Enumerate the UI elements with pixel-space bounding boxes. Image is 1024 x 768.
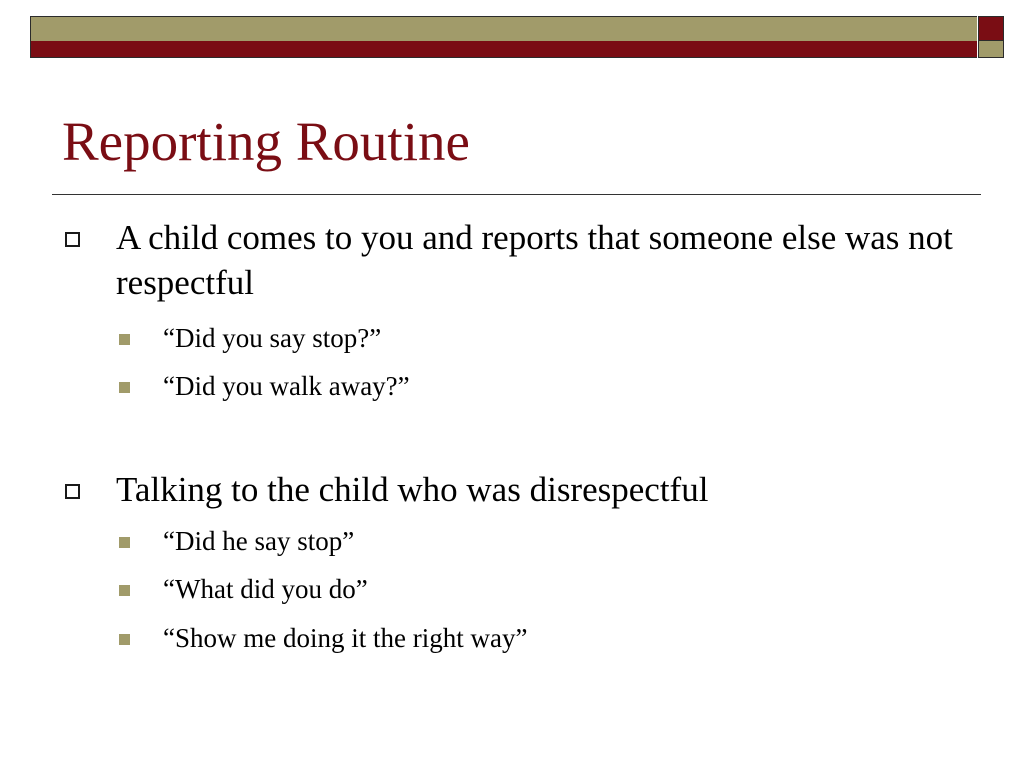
hollow-square-bullet-icon — [65, 484, 80, 499]
bullet-level2-text: “Show me doing it the right way” — [163, 623, 528, 653]
title-divider — [52, 194, 981, 195]
filled-square-bullet-icon — [119, 585, 130, 596]
header-banner-olive-bar — [30, 16, 977, 41]
filled-square-bullet-icon — [119, 382, 130, 393]
bullet-level2-text: “Did he say stop” — [163, 526, 355, 556]
filled-square-bullet-icon — [119, 634, 130, 645]
slide-title: Reporting Routine — [62, 111, 470, 172]
hollow-square-bullet-icon — [65, 232, 80, 247]
filled-square-bullet-icon — [119, 334, 130, 345]
filled-square-bullet-icon — [119, 537, 130, 548]
bullet-level1-text: Talking to the child who was disrespectful — [116, 470, 709, 509]
header-corner-olive-square — [978, 41, 1004, 58]
bullet-level2-text: “What did you do” — [163, 574, 368, 604]
bullet-level2-text: “Did you walk away?” — [163, 371, 410, 401]
bullet-level1-text: A child comes to you and reports that someone else was not respectful — [116, 218, 953, 302]
bullet-level2-text: “Did you say stop?” — [163, 323, 382, 353]
header-corner-maroon-square — [978, 16, 1004, 41]
header-banner-maroon-bar — [30, 41, 977, 58]
